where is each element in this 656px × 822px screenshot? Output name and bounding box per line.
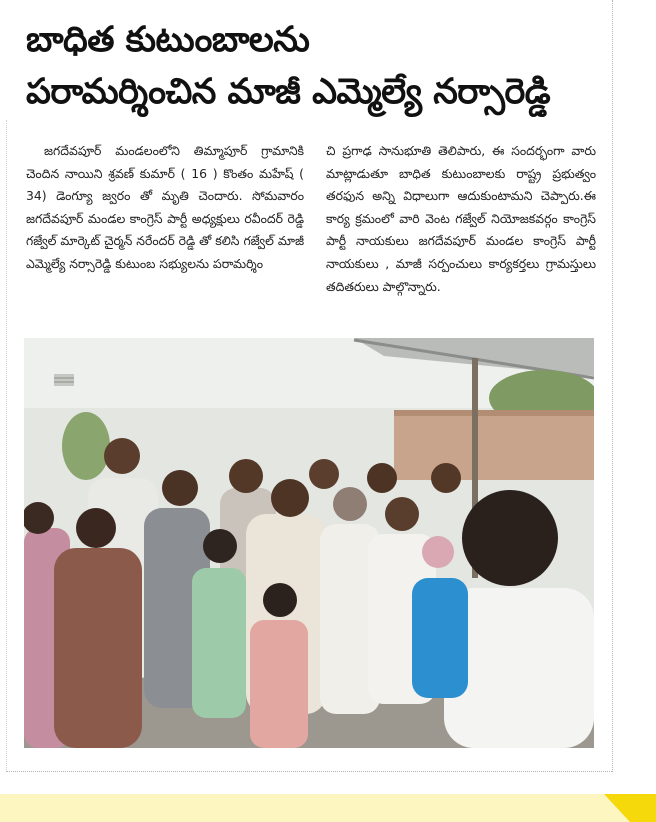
article-photo [24,338,594,748]
headline-line-2: పరామర్శించిన మాజీ ఎమ్మెల్యే నర్సారెడ్డి [26,72,551,112]
footer-strip [0,794,656,822]
headline-line-1: బాధిత కుటుంబాలను [26,20,310,60]
clipping-border-bottom [6,771,612,773]
article-column-left: జగదేవపూర్ మండలంలోని తిమ్మాపూర్ గ్రామానికి చెందిన నాయిని శ్రవణ్ కుమార్ ( 16 ) కొంతం మహేష్ ( 34) డెంగ్యూ జ్వరం తో మృతి చెందారు. సోమవారం జగదేవపూర్ మండల కాంగ్రెస్ పార్టీ అధ్యక్షులు రవీందర్ రెడ్డి గజ్వేల్ మార్కెట్ చైర్మన్ నరేందర్ రెడ్డి తో కలిసి గజ్వేల్ మాజీ ఎమ్మెల్యే నర్సారెడ్డి కుటుంబ సభ్యులను పరామర్శిం [26,143,304,271]
article-column-right: చి ప్రగాఢ సానుభూతి తెలిపారు, ఈ సందర్భంగా వారు మాట్లాడుతూ బాధిత కుటుంబాలకు రాష్ట్ర ప్రభుత్వం తరఫున అన్ని విధాలుగా ఆదుకుంటామని చెప్పారు.ఈ కార్య క్రమంలో వారి వెంట గజ్వేల్ నియోజకవర్గం కాంగ్రెస్ పార్టీ నాయకులు జగదేవపూర్ మండల కాంగ్రెస్ పార్టీ నాయకులు , మాజీ సర్పంచులు కార్యకర్తలు గ్రామస్తులు తదితరులు పాల్గొన్నారు. [326,143,596,294]
article-headline [26,14,606,118]
yellow-corner-triangle-icon [604,794,656,822]
group-photo-illustration [24,338,594,748]
clipping-border-right [612,0,614,772]
clipping-border-left [6,120,8,772]
